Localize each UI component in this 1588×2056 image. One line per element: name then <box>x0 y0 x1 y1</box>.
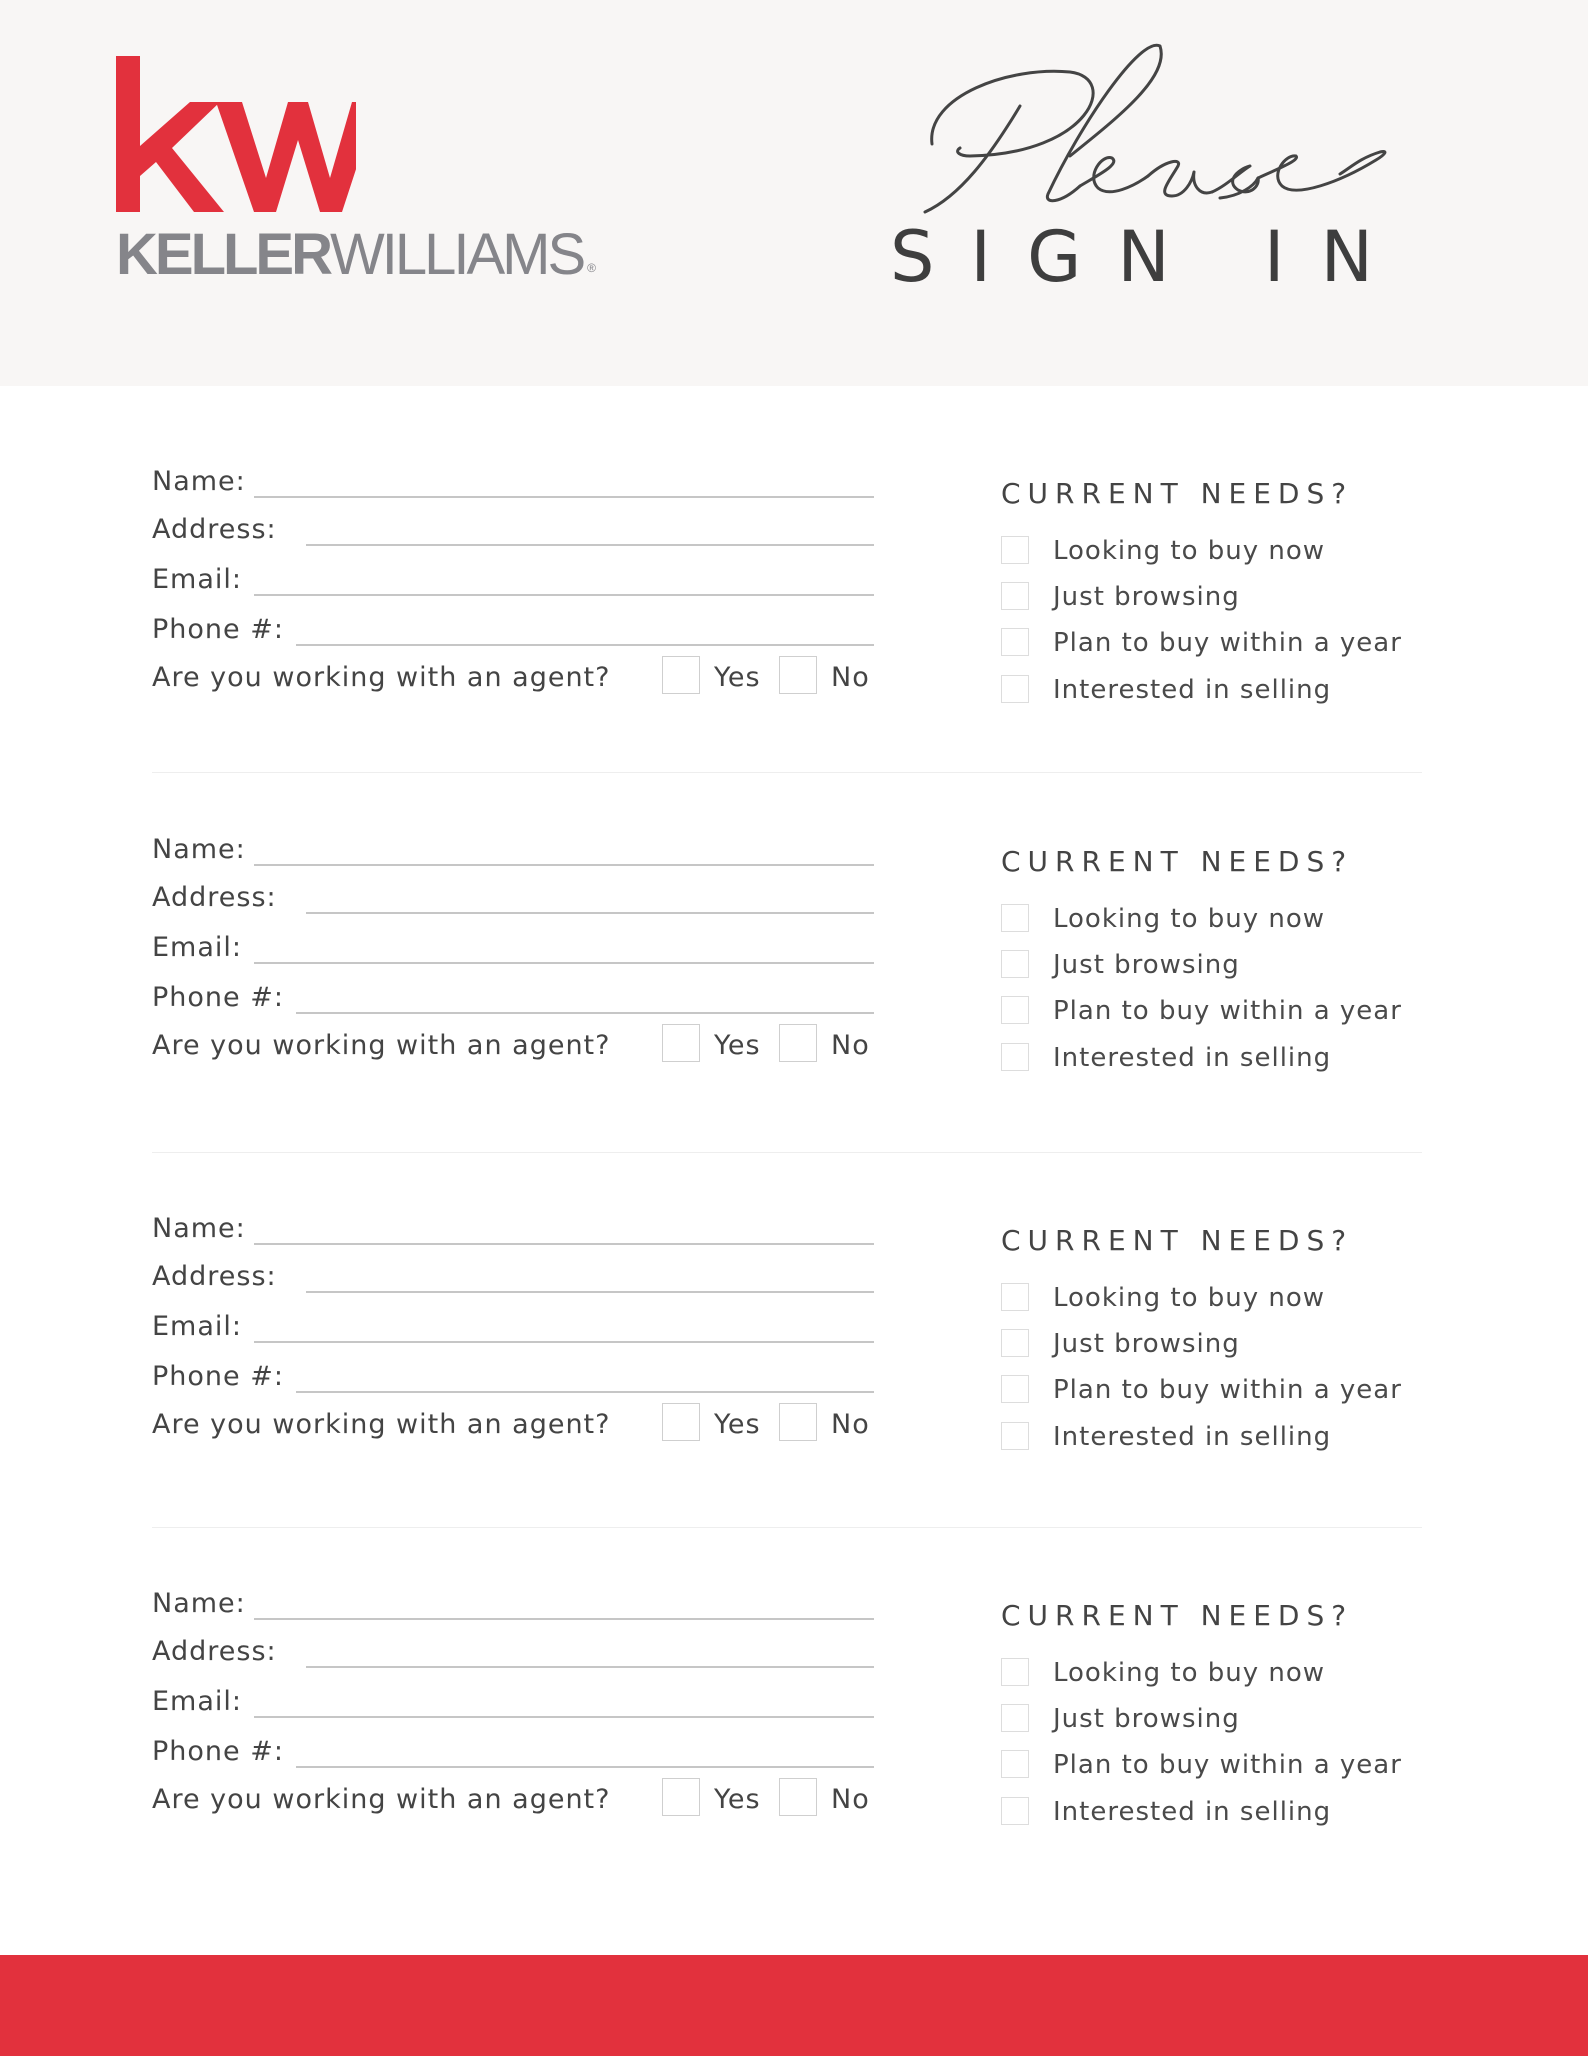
logo-registered-mark: ® <box>587 261 597 275</box>
need-checkbox[interactable] <box>1001 996 1029 1024</box>
name-input-line[interactable] <box>0 468 1 469</box>
agent-question: Are you working with an agent? <box>152 1784 611 1815</box>
need-label: Looking to buy now <box>1053 1283 1326 1313</box>
address-label: Address: <box>152 1636 277 1667</box>
need-label: Plan to buy within a year <box>1053 1750 1402 1780</box>
need-checkbox[interactable] <box>1001 1750 1029 1778</box>
phone-field <box>152 1738 284 1765</box>
name-field <box>152 1215 246 1242</box>
address-input-line[interactable] <box>0 884 1 885</box>
please-script-drawing <box>920 36 1390 226</box>
email-input-line[interactable] <box>0 934 1 935</box>
address-input-line[interactable] <box>0 516 1 517</box>
need-label: Interested in selling <box>1053 1797 1332 1827</box>
agent-yes-checkbox[interactable] <box>662 1403 700 1441</box>
logo-wordmark <box>116 222 597 287</box>
address-field <box>152 1638 277 1665</box>
name-label: Name: <box>152 834 246 865</box>
email-field <box>152 566 242 593</box>
logo-word-bold: KELLER <box>116 222 330 287</box>
need-checkbox[interactable] <box>1001 1422 1029 1450</box>
agent-no-label: No <box>831 1409 870 1440</box>
address-label: Address: <box>152 1261 277 1292</box>
agent-yes-checkbox[interactable] <box>662 1024 700 1062</box>
need-label: Looking to buy now <box>1053 904 1326 934</box>
agent-yes-label: Yes <box>714 1030 761 1061</box>
agent-question: Are you working with an agent? <box>152 662 611 693</box>
phone-label: Phone #: <box>152 1361 284 1392</box>
phone-label: Phone #: <box>152 1736 284 1767</box>
keller-williams-logo <box>116 56 636 296</box>
current-needs-title: CURRENT NEEDS? <box>1001 477 1354 510</box>
sign-in-entry <box>0 1558 1588 1858</box>
agent-question: Are you working with an agent? <box>152 1030 611 1061</box>
need-checkbox[interactable] <box>1001 536 1029 564</box>
need-checkbox[interactable] <box>1001 675 1029 703</box>
name-field <box>152 468 246 495</box>
agent-yes-label: Yes <box>714 1409 761 1440</box>
email-label: Email: <box>152 564 243 595</box>
phone-input-line[interactable] <box>0 984 1 985</box>
sign-in-entry <box>0 436 1588 736</box>
agent-no-label: No <box>831 1784 870 1815</box>
email-field <box>152 934 242 961</box>
phone-field <box>152 616 284 643</box>
agent-no-checkbox[interactable] <box>779 1024 817 1062</box>
agent-no-checkbox[interactable] <box>779 1403 817 1441</box>
need-checkbox[interactable] <box>1001 1704 1029 1732</box>
name-label: Name: <box>152 1588 246 1619</box>
entry-divider <box>152 1527 1422 1528</box>
email-label: Email: <box>152 1686 243 1717</box>
need-checkbox[interactable] <box>1001 1043 1029 1071</box>
need-label: Plan to buy within a year <box>1053 628 1402 658</box>
name-input-line[interactable] <box>0 836 1 837</box>
please-script-heading <box>920 36 1390 226</box>
name-label: Name: <box>152 466 246 497</box>
need-checkbox[interactable] <box>1001 950 1029 978</box>
sign-in-entry <box>0 1183 1588 1483</box>
logo-word-regular: WILLIAMS <box>330 222 584 287</box>
need-checkbox[interactable] <box>1001 1797 1029 1825</box>
phone-input-line[interactable] <box>0 1738 1 1739</box>
email-field <box>152 1313 242 1340</box>
sign-in-entry <box>0 804 1588 1104</box>
name-field <box>152 836 246 863</box>
address-label: Address: <box>152 882 277 913</box>
phone-field <box>152 984 284 1011</box>
name-field <box>152 1590 246 1617</box>
footer-bar <box>0 1955 1588 2056</box>
entry-divider <box>152 772 1422 773</box>
need-checkbox[interactable] <box>1001 1658 1029 1686</box>
email-field <box>152 1688 242 1715</box>
kw-logo-mark <box>116 56 356 216</box>
need-checkbox[interactable] <box>1001 628 1029 656</box>
need-label: Looking to buy now <box>1053 1658 1326 1688</box>
need-label: Interested in selling <box>1053 675 1332 705</box>
need-checkbox[interactable] <box>1001 1375 1029 1403</box>
need-label: Plan to buy within a year <box>1053 996 1402 1026</box>
phone-input-line[interactable] <box>0 616 1 617</box>
address-field <box>152 884 277 911</box>
address-field <box>152 516 277 543</box>
name-input-line[interactable] <box>0 1215 1 1216</box>
need-label: Just browsing <box>1053 1704 1240 1734</box>
need-checkbox[interactable] <box>1001 904 1029 932</box>
need-checkbox[interactable] <box>1001 1283 1029 1311</box>
agent-no-label: No <box>831 662 870 693</box>
agent-question: Are you working with an agent? <box>152 1409 611 1440</box>
phone-label: Phone #: <box>152 614 284 645</box>
agent-yes-checkbox[interactable] <box>662 656 700 694</box>
agent-yes-label: Yes <box>714 662 761 693</box>
need-label: Interested in selling <box>1053 1043 1332 1073</box>
email-input-line[interactable] <box>0 1313 1 1314</box>
need-label: Plan to buy within a year <box>1053 1375 1402 1405</box>
need-label: Interested in selling <box>1053 1422 1332 1452</box>
need-checkbox[interactable] <box>1001 582 1029 610</box>
need-checkbox[interactable] <box>1001 1329 1029 1357</box>
email-label: Email: <box>152 932 243 963</box>
need-label: Just browsing <box>1053 582 1240 612</box>
address-field <box>152 1263 277 1290</box>
agent-yes-label: Yes <box>714 1784 761 1815</box>
agent-yes-checkbox[interactable] <box>662 1778 700 1816</box>
agent-no-label: No <box>831 1030 870 1061</box>
entry-divider <box>152 1152 1422 1153</box>
address-input-line[interactable] <box>0 1263 1 1264</box>
phone-field <box>152 1363 284 1390</box>
name-input-line[interactable] <box>0 1590 1 1591</box>
email-label: Email: <box>152 1311 243 1342</box>
need-label: Just browsing <box>1053 950 1240 980</box>
address-label: Address: <box>152 514 277 545</box>
current-needs-title: CURRENT NEEDS? <box>1001 1599 1354 1632</box>
need-label: Just browsing <box>1053 1329 1240 1359</box>
address-input-line[interactable] <box>0 1638 1 1639</box>
phone-input-line[interactable] <box>0 1363 1 1364</box>
name-label: Name: <box>152 1213 246 1244</box>
email-input-line[interactable] <box>0 566 1 567</box>
sign-in-title: SIGN IN <box>890 216 1409 298</box>
email-input-line[interactable] <box>0 1688 1 1689</box>
header-banner <box>0 0 1588 386</box>
current-needs-title: CURRENT NEEDS? <box>1001 1224 1354 1257</box>
need-label: Looking to buy now <box>1053 536 1326 566</box>
phone-label: Phone #: <box>152 982 284 1013</box>
agent-no-checkbox[interactable] <box>779 1778 817 1816</box>
current-needs-title: CURRENT NEEDS? <box>1001 845 1354 878</box>
agent-no-checkbox[interactable] <box>779 656 817 694</box>
